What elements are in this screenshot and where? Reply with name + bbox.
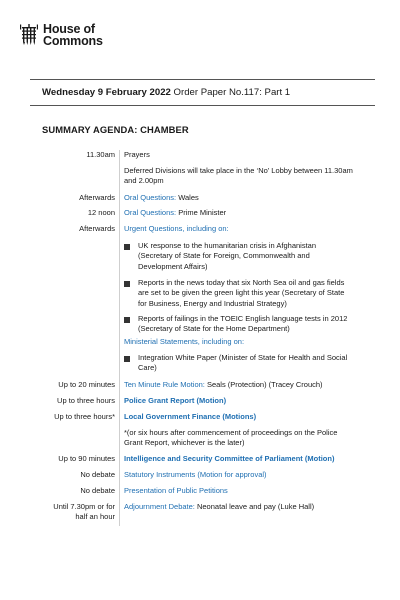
bullet-icon: [124, 244, 130, 250]
agenda-time: No debate: [80, 486, 115, 495]
bullet-icon: [124, 356, 130, 362]
agenda-divider: [119, 150, 120, 526]
ministerial-statements-link[interactable]: Ministerial Statements, including on:: [124, 337, 245, 346]
logo-line-1: House of: [43, 22, 95, 36]
logo-line-2: Commons: [43, 33, 103, 48]
section-title: SUMMARY AGENDA: CHAMBER: [42, 124, 189, 135]
agenda-time: Up to 90 minutes: [58, 454, 115, 463]
bullet-text: Reports in the news today that six North Sea oil and gas fields are set to be given the green light this year (Secretary of State for Business, Energy and Industrial Strategy): [138, 278, 345, 308]
agenda-text: Neonatal leave and pay (Luke Hall): [194, 502, 315, 511]
header-date: Wednesday 9 February 2022: [42, 87, 171, 98]
ten-minute-rule-link[interactable]: Ten Minute Rule Motion:: [124, 380, 205, 389]
agenda-time-line-2: half an hour: [75, 512, 115, 522]
adjournment-debate-link[interactable]: Adjournment Debate:: [124, 502, 195, 511]
police-grant-link[interactable]: Police Grant Report (Motion): [124, 396, 227, 405]
header-rest: Order Paper No.117: Part 1: [170, 87, 291, 98]
public-petitions-link[interactable]: Presentation of Public Petitions: [124, 486, 228, 495]
agenda-text: Prayers: [124, 150, 150, 159]
agenda-text: Prime Minister: [176, 208, 227, 217]
agenda-time: Afterwards: [79, 224, 115, 233]
bullet-text: Integration White Paper (Minister of State for Health and Social Care): [138, 353, 348, 373]
agenda-time-line-1: Until 7.30pm or for: [53, 502, 115, 511]
agenda-text: Deferred Divisions will take place in the ‘No’ Lobby between 11.30am and 2.00pm: [124, 166, 353, 186]
oral-questions-link[interactable]: Oral Questions:: [124, 193, 177, 202]
oral-questions-link[interactable]: Oral Questions:: [124, 208, 177, 217]
house-of-commons-logo: [19, 24, 103, 47]
bullet-text: Reports of failings in the TOEIC English language tests in 2012 (Secretary of State for the Home Department): [138, 314, 348, 334]
agenda-time: Afterwards: [79, 193, 115, 202]
statutory-instruments-link[interactable]: Statutory Instruments (Motion for approval): [124, 470, 267, 479]
portcullis-icon: [19, 24, 39, 46]
agenda-time: 12 noon: [87, 208, 115, 217]
header-bottom-rule: [30, 105, 375, 106]
agenda-time: 11.30am: [86, 150, 115, 159]
order-paper-header: [42, 87, 290, 98]
agenda-time: Up to three hours: [57, 396, 115, 405]
bullet-icon: [124, 317, 130, 323]
urgent-questions-link[interactable]: Urgent Questions, including on:: [124, 224, 229, 233]
agenda-time: Up to 20 minutes: [58, 380, 115, 389]
bullet-icon: [124, 281, 130, 287]
agenda-footnote: *(or six hours after commencement of proceedings on the Police Grant Report, whichever is the later): [124, 428, 338, 448]
top-rule: [30, 79, 375, 80]
agenda-text: Wales: [176, 193, 199, 202]
bullet-text: UK response to the humanitarian crisis in Afghanistan (Secretary of State for Foreign, Commonwealth and Development Affairs): [138, 241, 317, 271]
agenda-text: Seals (Protection) (Tracey Crouch): [204, 380, 323, 389]
intelligence-committee-link[interactable]: Intelligence and Security Committee of Parliament (Motion): [124, 454, 335, 463]
agenda-time: No debate: [80, 470, 115, 479]
local-government-finance-link[interactable]: Local Government Finance (Motions): [124, 412, 257, 421]
agenda-time: Up to three hours*: [54, 412, 115, 421]
